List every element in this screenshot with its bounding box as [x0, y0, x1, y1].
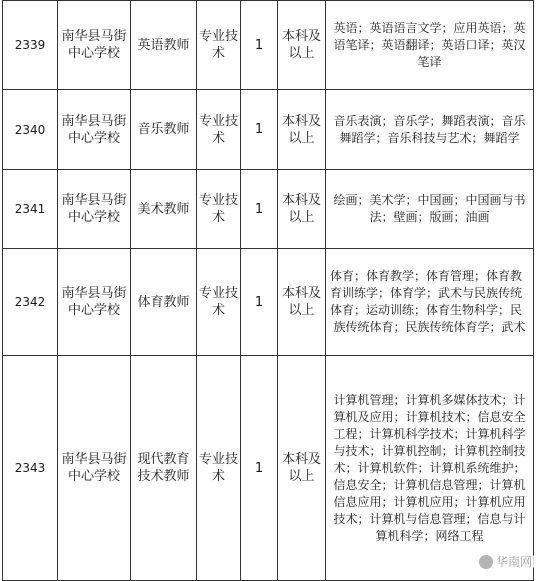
position-id: 2339 [3, 1, 58, 90]
post-category: 专业技术 [197, 1, 241, 90]
major-requirement: 体育；体育教学；体育管理；体育教育训练学；体育学；武术与民族传统体育；运动训练；体育生物科学；民族传统体育；民族传统体育学；武术 [326, 249, 534, 356]
hire-count: 1 [241, 356, 278, 581]
post-name: 体育教师 [131, 249, 197, 356]
education-requirement: 本科及以上 [278, 249, 326, 356]
post-name: 音乐教师 [131, 90, 197, 170]
recruitment-table [2, 0, 534, 581]
watermark-logo-icon [479, 555, 493, 569]
watermark [476, 552, 535, 571]
hire-count: 1 [241, 1, 278, 90]
hire-count: 1 [241, 170, 278, 249]
education-requirement: 本科及以上 [278, 170, 326, 249]
employer-unit: 南华县马街中心学校 [58, 90, 131, 170]
major-requirement: 音乐表演；音乐学；舞蹈表演；音乐舞蹈学；音乐科技与艺术；舞蹈学 [326, 90, 534, 170]
employer-unit: 南华县马街中心学校 [58, 1, 131, 90]
major-requirement: 绘画；美术学；中国画；中国画与书法；壁画；版画；油画 [326, 170, 534, 249]
hire-count: 1 [241, 90, 278, 170]
watermark-text: 华南网 [495, 555, 532, 569]
position-id: 2342 [3, 249, 58, 356]
table-row [3, 1, 534, 90]
post-name: 美术教师 [131, 170, 197, 249]
post-category: 专业技术 [197, 170, 241, 249]
table-row [3, 170, 534, 249]
table-row [3, 249, 534, 356]
post-name: 英语教师 [131, 1, 197, 90]
position-id: 2340 [3, 90, 58, 170]
post-name: 现代教育技术教师 [131, 356, 197, 581]
employer-unit: 南华县马街中心学校 [58, 356, 131, 581]
position-id: 2343 [3, 356, 58, 581]
major-requirement: 英语；英语语言文学；应用英语；英语笔译；英语翻译；英语口译；英汉笔译 [326, 1, 534, 90]
education-requirement: 本科及以上 [278, 90, 326, 170]
employer-unit: 南华县马街中心学校 [58, 249, 131, 356]
hire-count: 1 [241, 249, 278, 356]
post-category: 专业技术 [197, 90, 241, 170]
education-requirement: 本科及以上 [278, 356, 326, 581]
post-category: 专业技术 [197, 249, 241, 356]
education-requirement: 本科及以上 [278, 1, 326, 90]
table-row [3, 356, 534, 581]
employer-unit: 南华县马街中心学校 [58, 170, 131, 249]
major-requirement: 计算机管理；计算机多媒体技术；计算机及应用；计算机技术；信息安全工程；计算机科学技术；计算机科学与技术；计算机控制；计算机控制技术；计算机软件；计算机系统维护；信息安全；计算机信息管理；计算机信息应用；计算机应用；计算机应用技术；计算机与信息管理；信息与计算机科学；网络工程 [326, 356, 534, 581]
post-category: 专业技术 [197, 356, 241, 581]
position-id: 2341 [3, 170, 58, 249]
table-row [3, 90, 534, 170]
